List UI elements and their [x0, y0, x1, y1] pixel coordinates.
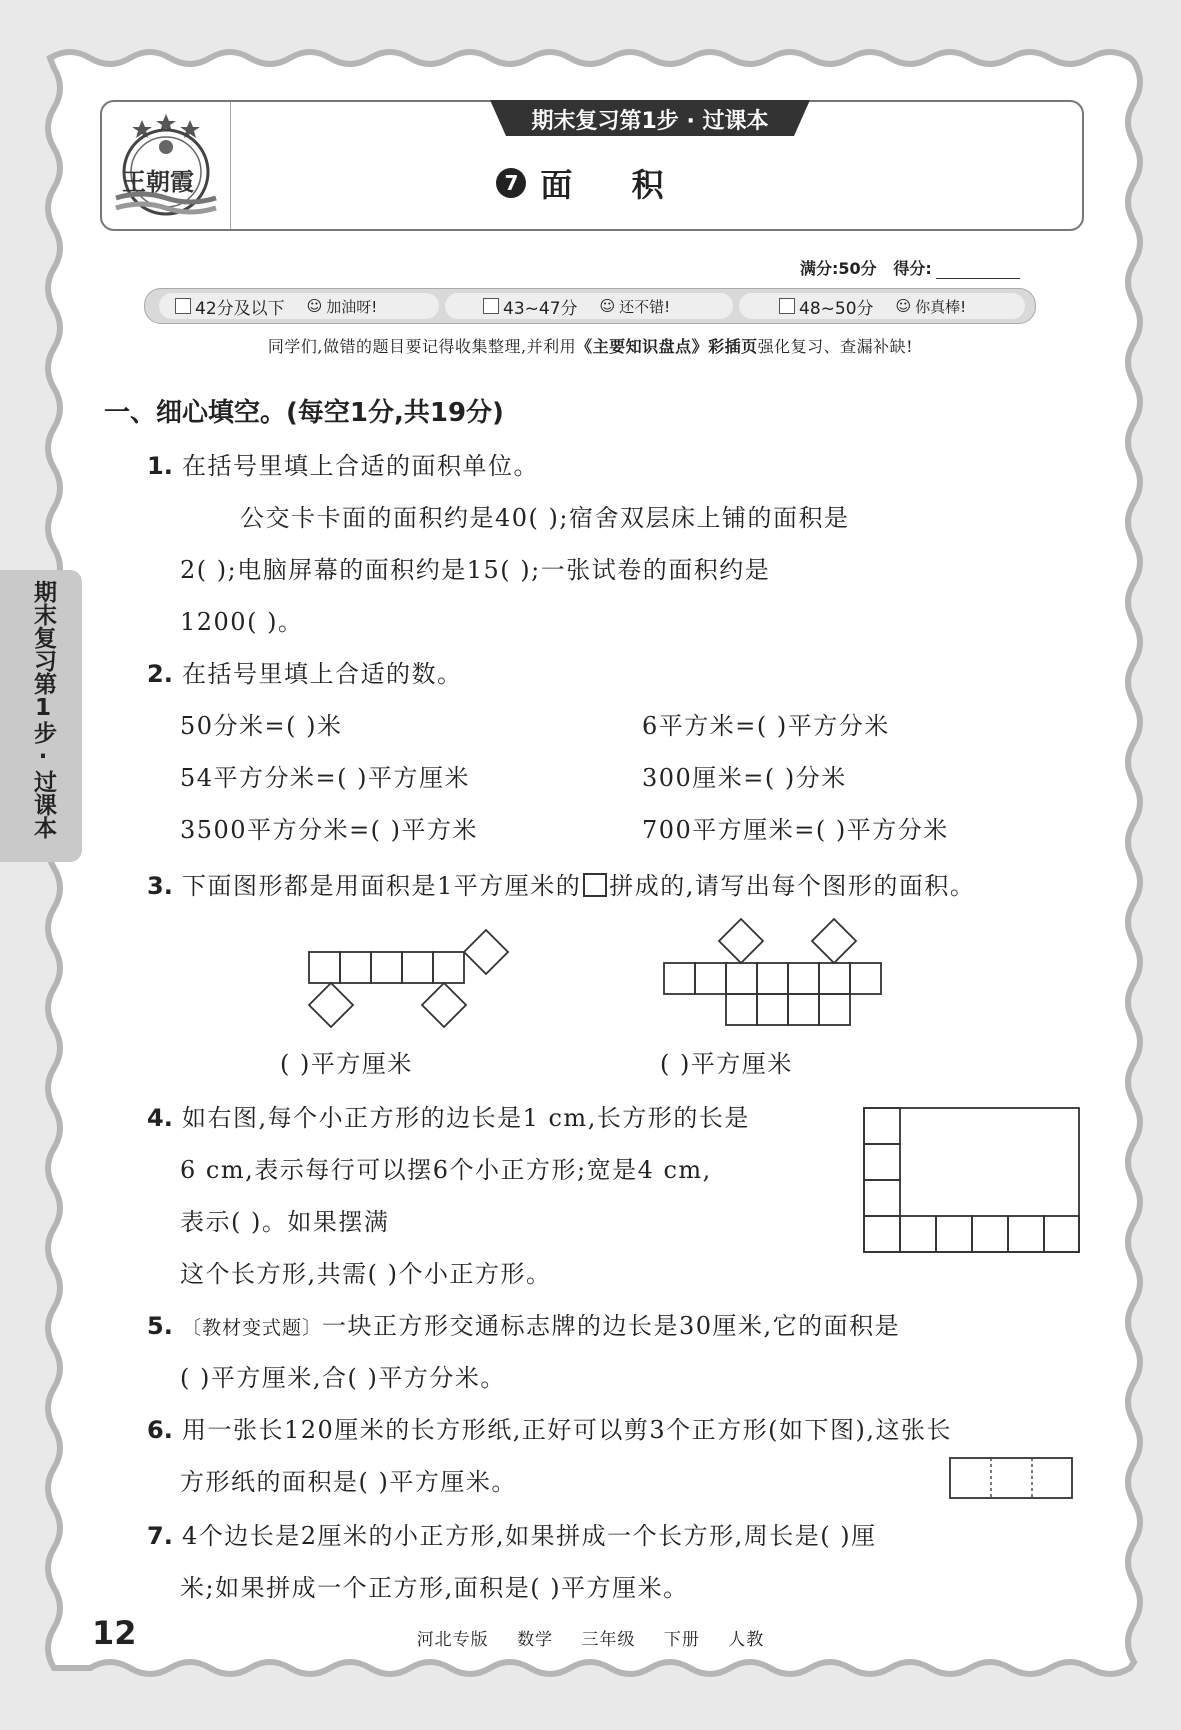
- step-banner: [490, 100, 810, 136]
- rating-encourage: 你真棒!: [915, 297, 967, 316]
- smile-face-icon: ☺: [599, 297, 616, 315]
- conversion-item: 3500平方分米=( )平方米: [180, 816, 479, 844]
- rectangle-grid-figure: [862, 1106, 1082, 1256]
- question-4-line: 表示( )。如果摆满: [180, 1208, 390, 1236]
- unit-header: [100, 100, 1084, 231]
- question-4-line: 这个长方形,共需( )个小正方形。: [180, 1260, 552, 1288]
- rating-option-2[interactable]: [483, 294, 670, 318]
- note-text: 强化复习、查漏补缺!: [757, 337, 914, 356]
- rating-option-3[interactable]: [779, 294, 966, 318]
- rating-range: 42分及以下: [195, 298, 285, 319]
- question-number: 6.: [147, 1416, 173, 1444]
- question-1-line: 2( );电脑屏幕的面积约是15( );一张试卷的面积约是: [180, 556, 771, 584]
- question-text: 一块正方形交通标志牌的边长是30厘米,它的面积是: [321, 1312, 901, 1340]
- logo-text: 王朝霞: [122, 167, 194, 196]
- checkbox-icon[interactable]: [483, 298, 499, 314]
- question-number: 3.: [147, 872, 173, 900]
- question-number: 1.: [147, 452, 173, 480]
- question-7-line: 米;如果拼成一个正方形,面积是( )平方厘米。: [180, 1574, 689, 1602]
- question-text: 如右图,每个小正方形的边长是1 cm,长方形的长是: [181, 1104, 750, 1132]
- review-note: [0, 334, 1181, 357]
- strip-figure: [948, 1456, 1076, 1502]
- question-tag: 〔教材变式题〕: [181, 1317, 322, 1339]
- conversion-item: 300厘米=( )分米: [642, 764, 847, 792]
- score-blank[interactable]: [936, 259, 1020, 279]
- smile-face-icon: ☺: [895, 297, 912, 315]
- question-3-stem: [147, 866, 975, 901]
- question-text: 在括号里填上合适的面积单位。: [181, 452, 539, 480]
- conversion-item: 700平方厘米=( )平方分米: [642, 816, 949, 844]
- unit-title: 面 积: [540, 166, 688, 204]
- question-5-line: [147, 1306, 900, 1341]
- answer-blank-left[interactable]: ( )平方厘米: [280, 1050, 413, 1078]
- rating-range: 43~47分: [503, 298, 578, 319]
- rating-encourage: 还不错!: [619, 297, 671, 316]
- question-2-stem: [147, 654, 462, 689]
- rating-encourage: 加油呀!: [326, 297, 378, 316]
- page-number: 12: [92, 1614, 137, 1652]
- question-7-line: [147, 1516, 877, 1551]
- conversion-item: 6平方米=( )平方分米: [642, 712, 890, 740]
- banner-text: 期末复习第1步 · 过课本: [531, 109, 769, 134]
- question-6-line: [147, 1410, 952, 1445]
- question-number: 2.: [147, 660, 173, 688]
- question-6-line: 方形纸的面积是( )平方厘米。: [180, 1468, 517, 1496]
- question-text: 下面图形都是用面积是1平方厘米的: [181, 872, 582, 900]
- footer-info: 河北专版 数学 三年级 下册 人教: [416, 1630, 765, 1650]
- question-number: 4.: [147, 1104, 173, 1132]
- question-1-line: 公交卡卡面的面积约是40( );宿舍双层床上铺的面积是: [240, 504, 850, 532]
- question-5-line: ( )平方厘米,合( )平方分米。: [180, 1364, 506, 1392]
- note-text: 同学们,做错的题目要记得收集整理,并利用: [267, 337, 577, 356]
- unit-number-badge: 7: [496, 168, 526, 198]
- question-number: 7.: [147, 1522, 173, 1550]
- question-4-line: [147, 1098, 750, 1133]
- figure-shape-right: [660, 915, 900, 1030]
- figure-shape-left: [295, 920, 525, 1030]
- unit-square-icon: [583, 873, 607, 897]
- section-heading: 一、细心填空。(每空1分,共19分): [104, 398, 504, 428]
- question-4-line: 6 cm,表示每行可以摆6个小正方形;宽是4 cm,: [180, 1156, 712, 1184]
- rating-range: 48~50分: [799, 298, 874, 319]
- question-1-stem: [147, 446, 539, 481]
- conversion-item: 50分米=( )米: [180, 712, 343, 740]
- rating-option-1[interactable]: [175, 294, 377, 318]
- note-highlight: 《主要知识盘点》彩插页: [576, 337, 758, 356]
- question-text: 拼成的,请写出每个图形的面积。: [609, 872, 976, 900]
- question-number: 5.: [147, 1312, 173, 1340]
- score-label: 得分:: [893, 259, 932, 278]
- side-tab: [0, 570, 82, 862]
- checkbox-icon[interactable]: [175, 298, 191, 314]
- question-text: 在括号里填上合适的数。: [181, 660, 463, 688]
- score-line: [800, 256, 1020, 279]
- rating-bar: [144, 288, 1036, 324]
- conversion-item: 54平方分米=( )平方厘米: [180, 764, 471, 792]
- side-tab-label: 期末复习第1步·过课本: [30, 580, 56, 839]
- full-score-label: 满分:50分: [800, 259, 877, 278]
- question-text: 4个边长是2厘米的小正方形,如果拼成一个长方形,周长是( )厘: [181, 1522, 877, 1550]
- answer-blank-right[interactable]: ( )平方厘米: [660, 1050, 793, 1078]
- question-text: 用一张长120厘米的长方形纸,正好可以剪3个正方形(如下图),这张长: [181, 1416, 953, 1444]
- smile-face-icon: ☺: [306, 297, 323, 315]
- page-title: [102, 160, 1082, 206]
- checkbox-icon[interactable]: [779, 298, 795, 314]
- question-1-line: 1200( )。: [180, 608, 304, 636]
